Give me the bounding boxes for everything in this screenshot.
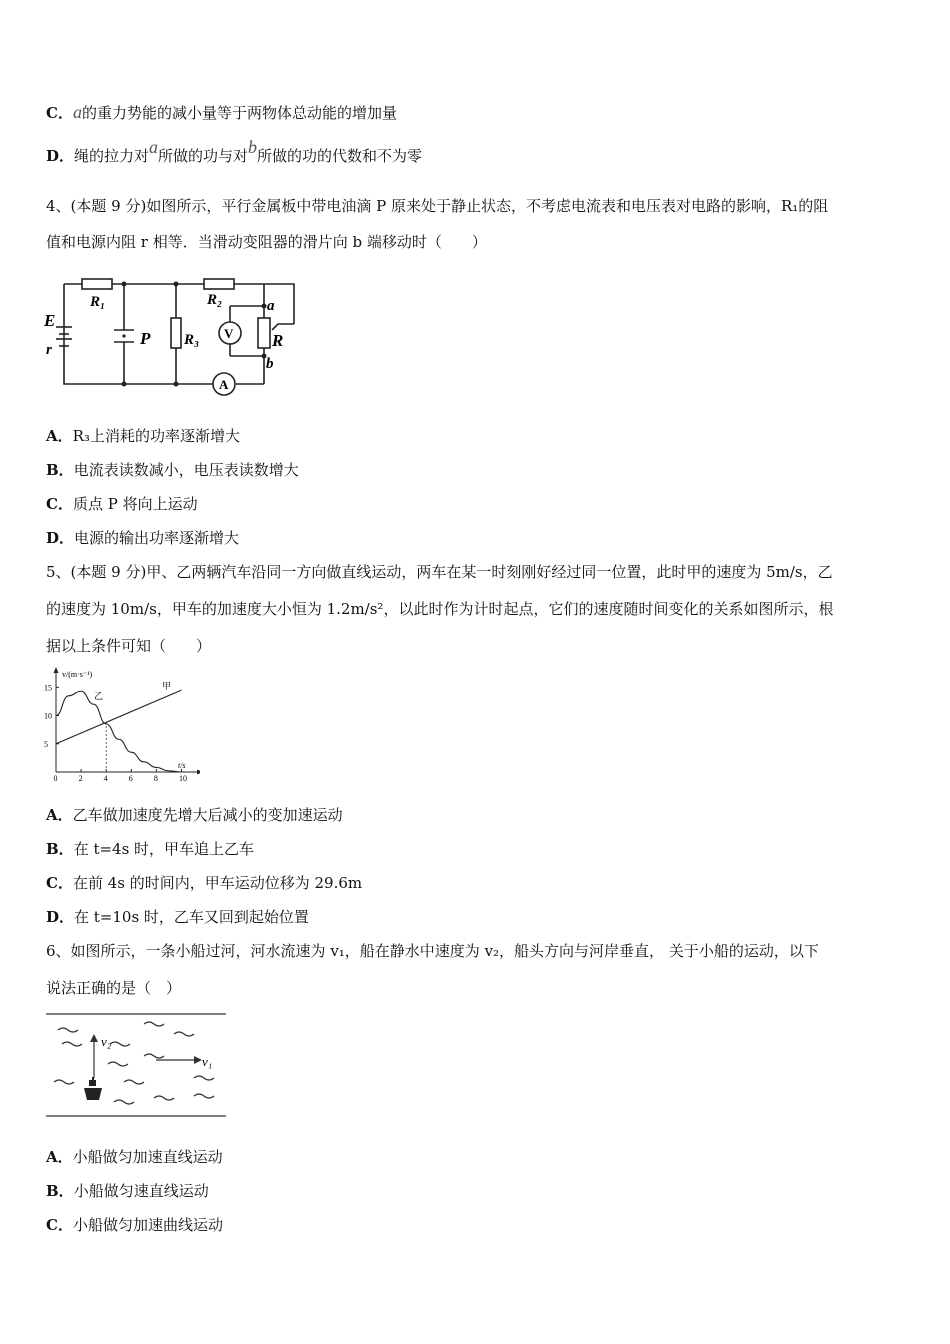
- var-b: b: [248, 137, 258, 157]
- y-tick-label: 5: [44, 739, 48, 749]
- label-big-r: R: [272, 331, 284, 350]
- option-label: D．: [46, 529, 75, 547]
- y-tick-label: 15: [44, 683, 52, 693]
- q6-stem-line2: 说法正确的是（ ）: [46, 979, 182, 997]
- q3-option-d: [46, 137, 423, 166]
- y-axis-arrow: [54, 667, 59, 673]
- series-line-jia: [56, 690, 181, 744]
- x-tick-label: 4: [103, 774, 108, 783]
- option-text: R₃上消耗的功率逐渐增大: [72, 427, 240, 445]
- x-tick-label: 10: [178, 774, 187, 783]
- velocity-time-chart: [40, 664, 200, 788]
- q5-option-a: [46, 805, 343, 825]
- option-label: B．: [46, 840, 74, 858]
- chart-xlabel: t/s: [178, 761, 186, 770]
- boat-icon: [84, 1077, 102, 1100]
- label-p: P: [140, 329, 151, 348]
- label-v: V: [224, 326, 234, 341]
- q5-stem-line1: 5、(本题 9 分)甲、乙两辆汽车沿同一方向做直线运动，两车在某一时刻刚好经过同一位置，此时甲的速度为 5m/s，乙: [46, 563, 833, 581]
- option-label: A．: [46, 806, 73, 824]
- q5-stem-line3: 据以上条件可知（ ）: [46, 637, 212, 655]
- option-text: 在 t=10s 时，乙车又回到起始位置: [74, 908, 309, 926]
- q4-option-a: [46, 426, 240, 446]
- q4-option-c: [46, 494, 198, 514]
- label-e: E: [44, 311, 56, 330]
- label-r2: R₂: [207, 292, 223, 308]
- q4-option-b: [46, 460, 299, 480]
- x-tick-label: 2: [78, 774, 83, 783]
- q6-option-b: [46, 1181, 209, 1201]
- label-r1: R₁: [90, 294, 106, 310]
- x-tick-label: 0: [53, 774, 58, 783]
- option-text: 电流表读数减小，电压表读数增大: [73, 461, 299, 479]
- option-label: C．: [46, 104, 73, 122]
- option-label: D．: [46, 908, 75, 926]
- q5-option-b: [46, 839, 254, 859]
- option-label: C．: [46, 874, 73, 892]
- label-ammeter: A: [219, 377, 229, 392]
- option-label: D．: [46, 147, 75, 165]
- option-text: 电源的输出功率逐渐增大: [74, 529, 240, 547]
- option-label: A．: [46, 1148, 73, 1166]
- label-v1: v₁: [202, 1054, 213, 1069]
- series-label-jia: 甲: [162, 681, 172, 691]
- x-tick-label: 8: [153, 774, 158, 783]
- option-text: 小船做匀加速曲线运动: [72, 1216, 223, 1234]
- option-label: B．: [46, 461, 74, 479]
- option-text: 在 t=4s 时，甲车追上乙车: [73, 840, 255, 858]
- option-text-pre: 绳的拉力对: [74, 147, 150, 165]
- x-axis-arrow: [197, 770, 200, 775]
- option-label: A．: [46, 427, 73, 445]
- option-text: 乙车做加速度先增大后减小的变加速运动: [72, 806, 343, 824]
- y-tick-label: 10: [44, 711, 52, 721]
- label-r3: R₃: [184, 332, 200, 348]
- label-v2: v₂: [101, 1034, 112, 1049]
- q4-stem-line1: 4、(本题 9 分)如图所示，平行金属板中带电油滴 P 原来处于静止状态，不考虑电流表和电压表对电路的影响，R₁的阻: [46, 197, 829, 215]
- q6-option-c: [46, 1215, 223, 1235]
- q3-option-c: [46, 102, 397, 123]
- var-a: a: [149, 137, 159, 157]
- option-label: C．: [46, 1216, 73, 1234]
- label-a: a: [267, 298, 275, 314]
- series-label-yi: 乙: [94, 691, 104, 701]
- q6-option-a: [46, 1147, 223, 1167]
- option-text: 小船做匀加速直线运动: [72, 1148, 223, 1166]
- q5-stem-line2: 的速度为 10m/s，甲车的加速度大小恒为 1.2m/s²，以此时作为计时起点，它们的速度随时间变化的关系如图所示，根: [46, 600, 834, 618]
- river-boat-diagram: [44, 1008, 230, 1122]
- option-text: 质点 P 将向上运动: [72, 495, 198, 513]
- q4-stem-line2: 值和电源内阻 r 相等．当滑动变阻器的滑片向 b 端移动时（ ）: [46, 233, 487, 251]
- q5-option-c: [46, 873, 362, 893]
- option-label: B．: [46, 1182, 74, 1200]
- option-text-post: 所做的功的代数和不为零: [257, 147, 423, 165]
- var-a: a: [72, 102, 82, 122]
- circuit-diagram: [44, 272, 304, 402]
- x-tick-label: 6: [128, 774, 133, 783]
- label-b: b: [266, 356, 274, 372]
- option-text: 在前 4s 的时间内，甲车运动位移为 29.6m: [72, 874, 363, 892]
- q6-stem-line1: 6、如图所示，一条小船过河，河水流速为 v₁，船在静水中速度为 v₂，船头方向与河岸垂直， 关于小船的运动，以下: [46, 942, 819, 960]
- q4-option-d: [46, 528, 239, 548]
- series-line-yi: [56, 691, 181, 772]
- q5-option-d: [46, 907, 309, 927]
- label-r: r: [46, 342, 52, 358]
- chart-ylabel: v/(m·s⁻¹): [62, 670, 93, 679]
- option-text: 小船做匀速直线运动: [73, 1182, 209, 1200]
- option-label: C．: [46, 495, 73, 513]
- option-text: 的重力势能的减小量等于两物体总动能的增加量: [81, 104, 397, 122]
- option-text-mid: 所做的功与对: [158, 147, 249, 165]
